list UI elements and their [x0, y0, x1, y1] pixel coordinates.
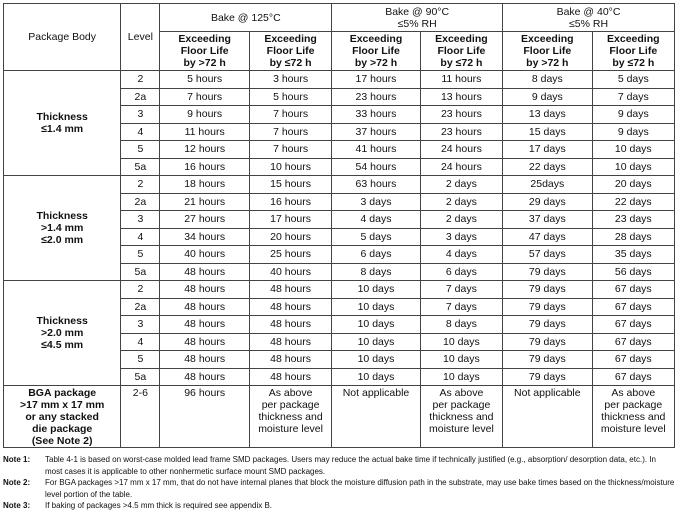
- subheader-line: Exceeding: [349, 33, 403, 45]
- subheader-line: Exceeding: [521, 33, 574, 45]
- table-row: [4, 71, 675, 89]
- package-body-line: ≤1.4 mm: [41, 123, 84, 135]
- bake-time-cell: 79 days: [503, 263, 593, 281]
- bake-time-cell: 21 hours: [160, 193, 250, 211]
- bake-time-cell: 10 days: [332, 298, 420, 316]
- subheader-line: Exceeding: [435, 33, 488, 45]
- bake-time-cell: 10 days: [592, 141, 674, 159]
- level-cell: 5: [121, 141, 160, 159]
- package-body-cell: [4, 386, 121, 448]
- bake-time-cell: 23 hours: [332, 88, 420, 106]
- bake-time-cell: 67 days: [592, 281, 674, 299]
- bake-time-cell: 15 hours: [249, 176, 331, 194]
- bake-time-cell: 41 hours: [332, 141, 420, 159]
- bake-time-line: thickness and: [258, 411, 323, 423]
- bake-table-container: [3, 3, 675, 512]
- bake-time-cell: [332, 386, 420, 448]
- bake-time-cell: 6 days: [332, 246, 420, 264]
- bake-time-cell: 5 hours: [249, 88, 331, 106]
- bake-time-cell: 48 hours: [249, 351, 331, 369]
- bake-time-line: As above: [439, 387, 484, 399]
- bake-time-cell: 10 hours: [249, 158, 331, 176]
- bake-40-header: [503, 4, 675, 32]
- bake-time-cell: 5 days: [592, 71, 674, 89]
- bake-time-cell: 8 days: [503, 71, 593, 89]
- bake-time-cell: 22 days: [592, 193, 674, 211]
- bake-time-cell: 23 hours: [420, 106, 502, 124]
- table-body: [4, 71, 675, 448]
- bake-time-cell: 2 days: [420, 193, 502, 211]
- subheader-line: Floor Life: [180, 45, 229, 57]
- bake-time-cell: 79 days: [503, 316, 593, 334]
- note-text: If baking of packages >4.5 mm thick is required see appendix B.: [45, 501, 273, 510]
- note: [3, 454, 675, 477]
- package-body-line: or any stacked: [25, 411, 99, 423]
- bake-time-table: [3, 3, 675, 448]
- bake-time-cell: 79 days: [503, 281, 593, 299]
- note-label: Note 2:: [3, 478, 31, 487]
- subheader-line: Floor Life: [609, 45, 658, 57]
- bake-90-header: [332, 4, 503, 32]
- subheader-le72: [592, 32, 674, 71]
- bake-time-cell: 4 days: [332, 211, 420, 229]
- level-cell: 3: [121, 211, 160, 229]
- subheader-line: Exceeding: [178, 33, 231, 45]
- bake-time-line: Not applicable: [342, 387, 410, 399]
- level-cell: 3: [121, 106, 160, 124]
- header-row-groups: [4, 4, 675, 32]
- subheader-line: by >72 h: [183, 57, 226, 69]
- level-cell: 2: [121, 176, 160, 194]
- bake-time-cell: 2 days: [420, 176, 502, 194]
- package-body-line: >17 mm x 17 mm: [19, 399, 105, 411]
- bake-time-cell: 48 hours: [249, 298, 331, 316]
- bake-time-cell: 10 days: [332, 316, 420, 334]
- bake-time-cell: 3 days: [332, 193, 420, 211]
- bake-time-cell: 7 days: [592, 88, 674, 106]
- bake-time-cell: 10 days: [332, 281, 420, 299]
- bake-time-line: As above: [611, 387, 656, 399]
- bake-time-cell: 17 hours: [332, 71, 420, 89]
- bake-time-cell: 9 days: [592, 106, 674, 124]
- bake-time-cell: 79 days: [503, 368, 593, 386]
- subheader-line: by ≤72 h: [269, 57, 312, 69]
- level-cell: 2a: [121, 298, 160, 316]
- bake-time-cell: 10 days: [420, 368, 502, 386]
- bake-time-cell: 79 days: [503, 298, 593, 316]
- level-cell: 5a: [121, 368, 160, 386]
- bake-time-cell: 37 hours: [332, 123, 420, 141]
- notes-section: [3, 454, 675, 512]
- bake-time-cell: 10 days: [592, 158, 674, 176]
- bake-time-line: 96 hours: [184, 387, 226, 399]
- level-cell: 5: [121, 246, 160, 264]
- subheader-le72: [420, 32, 502, 71]
- table-row: [4, 176, 675, 194]
- bake-90-line1: Bake @ 90°C: [385, 5, 450, 18]
- bake-time-cell: 10 days: [420, 333, 502, 351]
- subheader-line: Exceeding: [264, 33, 317, 45]
- bake-time-cell: 47 days: [503, 228, 593, 246]
- bake-time-cell: 34 hours: [160, 228, 250, 246]
- bake-time-cell: 48 hours: [249, 333, 331, 351]
- bake-time-cell: 7 hours: [249, 123, 331, 141]
- bake-time-line: moisture level: [429, 423, 494, 435]
- level-cell: 5a: [121, 263, 160, 281]
- bake-time-cell: 48 hours: [249, 316, 331, 334]
- level-cell: 2: [121, 281, 160, 299]
- subheader-line: by ≤72 h: [440, 57, 483, 69]
- level-cell: 4: [121, 333, 160, 351]
- bake-time-cell: 23 hours: [420, 123, 502, 141]
- level-cell: 4: [121, 123, 160, 141]
- bake-time-cell: 48 hours: [160, 333, 250, 351]
- bake-time-cell: [592, 386, 674, 448]
- bake-time-cell: [160, 386, 250, 448]
- bake-time-cell: [420, 386, 502, 448]
- subheader-line: Floor Life: [352, 45, 400, 57]
- bake-time-cell: 2 days: [420, 211, 502, 229]
- subheader-line: Floor Life: [437, 45, 486, 57]
- bake-time-cell: 5 days: [332, 228, 420, 246]
- bake-time-cell: 18 hours: [160, 176, 250, 194]
- bake-time-cell: 28 days: [592, 228, 674, 246]
- bake-time-cell: 40 hours: [249, 263, 331, 281]
- bake-time-cell: 11 hours: [420, 71, 502, 89]
- bake-time-line: thickness and: [429, 411, 494, 423]
- bake-time-line: per package: [261, 399, 320, 411]
- bake-time-cell: 48 hours: [160, 281, 250, 299]
- note: [3, 477, 675, 500]
- package-body-header: Package Body: [4, 4, 121, 71]
- bake-time-cell: 4 days: [420, 246, 502, 264]
- bake-time-cell: 6 days: [420, 263, 502, 281]
- bake-time-cell: 20 hours: [249, 228, 331, 246]
- bake-time-cell: 79 days: [503, 351, 593, 369]
- bake-time-cell: 48 hours: [160, 263, 250, 281]
- bake-time-cell: 10 days: [332, 351, 420, 369]
- package-body-line: ≤4.5 mm: [41, 339, 84, 351]
- bake-time-cell: 27 hours: [160, 211, 250, 229]
- bake-time-cell: 20 days: [592, 176, 674, 194]
- package-body-cell: [4, 71, 121, 176]
- subheader-line: Floor Life: [266, 45, 315, 57]
- bake-time-cell: 57 days: [503, 246, 593, 264]
- bake-40-line2: ≤5% RH: [569, 17, 609, 30]
- bake-time-cell: 40 hours: [160, 246, 250, 264]
- bake-time-cell: 56 days: [592, 263, 674, 281]
- level-cell: 2: [121, 71, 160, 89]
- bake-time-line: Not applicable: [514, 387, 581, 399]
- package-body-line: Thickness: [36, 210, 88, 222]
- note-text: Table 4-1 is based on worst-case molded lead frame SMD packages. Users may reduce the actual bake time if technically justified (e.g., absorption/ desorption data, etc.). In most cases it is applicable to other nonhermetic surface mount SMD packages.: [45, 455, 656, 476]
- level-cell: 5a: [121, 158, 160, 176]
- bake-time-cell: 23 days: [592, 211, 674, 229]
- bake-time-cell: 13 days: [503, 106, 593, 124]
- bake-125-header: [160, 4, 332, 32]
- bake-time-cell: 35 days: [592, 246, 674, 264]
- level-cell: 2a: [121, 88, 160, 106]
- bake-time-cell: 9 hours: [160, 106, 250, 124]
- bake-time-cell: 17 hours: [249, 211, 331, 229]
- bake-time-cell: [249, 386, 331, 448]
- bake-time-cell: 7 hours: [160, 88, 250, 106]
- bake-time-cell: 15 days: [503, 123, 593, 141]
- bake-time-cell: 79 days: [503, 333, 593, 351]
- bake-time-cell: 67 days: [592, 316, 674, 334]
- bake-time-cell: 29 days: [503, 193, 593, 211]
- bake-time-cell: 63 hours: [332, 176, 420, 194]
- bake-time-cell: 3 days: [420, 228, 502, 246]
- note-label: Note 3:: [3, 501, 31, 510]
- bake-time-cell: 3 hours: [249, 71, 331, 89]
- bake-time-cell: 48 hours: [160, 298, 250, 316]
- bake-90-line2: ≤5% RH: [397, 17, 437, 30]
- level-cell: 2a: [121, 193, 160, 211]
- bake-time-cell: 25days: [503, 176, 593, 194]
- bake-time-line: As above: [268, 387, 313, 399]
- bake-time-cell: 7 hours: [249, 106, 331, 124]
- level-cell: 4: [121, 228, 160, 246]
- package-body-line: ≤2.0 mm: [41, 234, 84, 246]
- subheader-gt72: [503, 32, 593, 71]
- bake-time-cell: 10 days: [332, 368, 420, 386]
- subheader-line: Exceeding: [607, 33, 660, 45]
- bake-time-cell: 54 hours: [332, 158, 420, 176]
- note: [3, 500, 675, 512]
- subheader-line: by >72 h: [354, 57, 398, 69]
- bake-time-cell: 67 days: [592, 351, 674, 369]
- subheader-line: by ≤72 h: [612, 57, 655, 69]
- package-body-line: BGA package: [28, 387, 97, 399]
- bake-time-cell: 7 hours: [249, 141, 331, 159]
- bake-time-cell: 22 days: [503, 158, 593, 176]
- bake-time-cell: 48 hours: [160, 368, 250, 386]
- bake-time-cell: 13 hours: [420, 88, 502, 106]
- package-body-line: Thickness: [36, 315, 88, 327]
- bake-time-cell: 16 hours: [160, 158, 250, 176]
- level-cell: 2-6: [121, 386, 160, 448]
- table-row: [4, 281, 675, 299]
- package-body-line: die package: [32, 423, 93, 435]
- bake-time-cell: 48 hours: [249, 368, 331, 386]
- bake-125-line1: Bake @ 125°C: [210, 11, 281, 24]
- bake-time-cell: 33 hours: [332, 106, 420, 124]
- level-cell: 3: [121, 316, 160, 334]
- level-header: Level: [121, 4, 160, 71]
- bake-time-cell: 25 hours: [249, 246, 331, 264]
- package-body-line: >2.0 mm: [40, 327, 84, 339]
- bake-time-cell: [503, 386, 593, 448]
- bake-time-cell: 37 days: [503, 211, 593, 229]
- bake-time-cell: 48 hours: [160, 351, 250, 369]
- package-body-line: (See Note 2): [31, 435, 93, 447]
- bake-time-cell: 10 days: [420, 351, 502, 369]
- bake-time-line: per package: [604, 399, 663, 411]
- level-cell: 5: [121, 351, 160, 369]
- bake-time-cell: 12 hours: [160, 141, 250, 159]
- bake-time-cell: 11 hours: [160, 123, 250, 141]
- subheader-gt72: [160, 32, 250, 71]
- bake-time-cell: 7 days: [420, 281, 502, 299]
- package-body-cell: [4, 281, 121, 386]
- bake-time-cell: 7 days: [420, 298, 502, 316]
- bake-time-cell: 24 hours: [420, 141, 502, 159]
- subheader-line: by >72 h: [526, 57, 569, 69]
- subheader-le72: [249, 32, 331, 71]
- subheader-line: Floor Life: [523, 45, 572, 57]
- bake-time-cell: 24 hours: [420, 158, 502, 176]
- bake-time-cell: 9 days: [503, 88, 593, 106]
- bake-time-cell: 67 days: [592, 333, 674, 351]
- bake-time-cell: 8 days: [332, 263, 420, 281]
- package-body-line: Thickness: [36, 111, 88, 123]
- bake-time-cell: 10 days: [332, 333, 420, 351]
- note-label: Note 1:: [3, 455, 31, 464]
- package-body-cell: [4, 176, 121, 281]
- package-body-line: >1.4 mm: [40, 222, 84, 234]
- subheader-gt72: [332, 32, 420, 71]
- bake-40-line1: Bake @ 40°C: [556, 5, 621, 18]
- bake-time-cell: 8 days: [420, 316, 502, 334]
- bake-time-cell: 48 hours: [249, 281, 331, 299]
- bake-time-cell: 16 hours: [249, 193, 331, 211]
- bake-time-line: thickness and: [601, 411, 666, 423]
- note-text: For BGA packages >17 mm x 17 mm, that do not have internal planes that block the moisture diffusion path in the substrate, may use bake times based on the thickness/moisture level portion of the table.: [45, 478, 675, 499]
- bake-time-cell: 5 hours: [160, 71, 250, 89]
- bake-time-line: moisture level: [258, 423, 323, 435]
- bake-time-line: per package: [432, 399, 491, 411]
- bake-time-cell: 67 days: [592, 368, 674, 386]
- bake-time-cell: 67 days: [592, 298, 674, 316]
- bake-time-cell: 17 days: [503, 141, 593, 159]
- bake-time-cell: 9 days: [592, 123, 674, 141]
- table-row-bga: [4, 386, 675, 448]
- bake-time-line: moisture level: [600, 423, 666, 435]
- bake-time-cell: 48 hours: [160, 316, 250, 334]
